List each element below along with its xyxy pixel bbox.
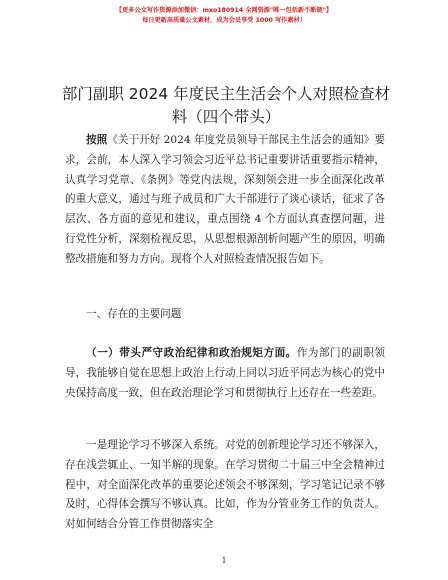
intro-paragraph [65,131,385,270]
subsection-1-text: 作为部门的副职领导，我能够自觉在思想上政治上行动上同以习近平同志为核心的党中央保持高度一致，但在政治理论学习和贯彻执行上还存在一些差距。 [65,347,386,399]
promo-banner-line-2: 每日更新高质量公文素材，成为会员享受 1000 写作素材！ [142,17,306,24]
point-1-paragraph: 一是理论学习不够深入系统。对党的创新理论学习还不够深入，存在浅尝辄止、一知半解的现象。在学习贯彻二十届三中全会精神过程中，对全面深化改革的重要论述领会不够深刻，学习笔记记录不够及时，心得体会撰写不够认真。比如，作为分管业务工作的负责人。对如何结合分管工作贯彻落实全 [65,439,385,531]
promo-banner-line-1: 【更多公文写作资源添加微信：mxo180914 全网资源"唯一包括新不断链"】 [115,7,333,14]
page-number: 1 [221,556,227,565]
intro-lead: 按照 [86,134,108,146]
intro-text: 《关于开好 2024 年度党员领导干部民主生活会的通知》要求，会前，本人深入学习领会习近平总书记重要讲话重要指示精神，认真学习党章、《条例》等党内法规，深刻领会进一步全面深化改革的重大意义，通过与班子成员和广大干部进行了谈心谈话，征求了各层次、各方面的意见和建议，重点围绕 4 个方面认真查摆问题，进行党性分析，深刻检视反思，从思想根源剖析问题产生的原因，明确整改措施和努力方向。现将个人对照检查情况报告如下。 [65,134,386,265]
document-title-line-1: 部门副职 2024 年度民主生活会个人对照检查材 [61,85,391,103]
section-1-heading: 一、存在的主要问题 [86,308,182,320]
subsection-1-heading: （一）带头严守政治纪律和政治规矩方面。 [86,347,297,359]
subsection-1-paragraph [65,344,385,403]
document-title-line-2: 料（四个带头） [171,108,281,126]
